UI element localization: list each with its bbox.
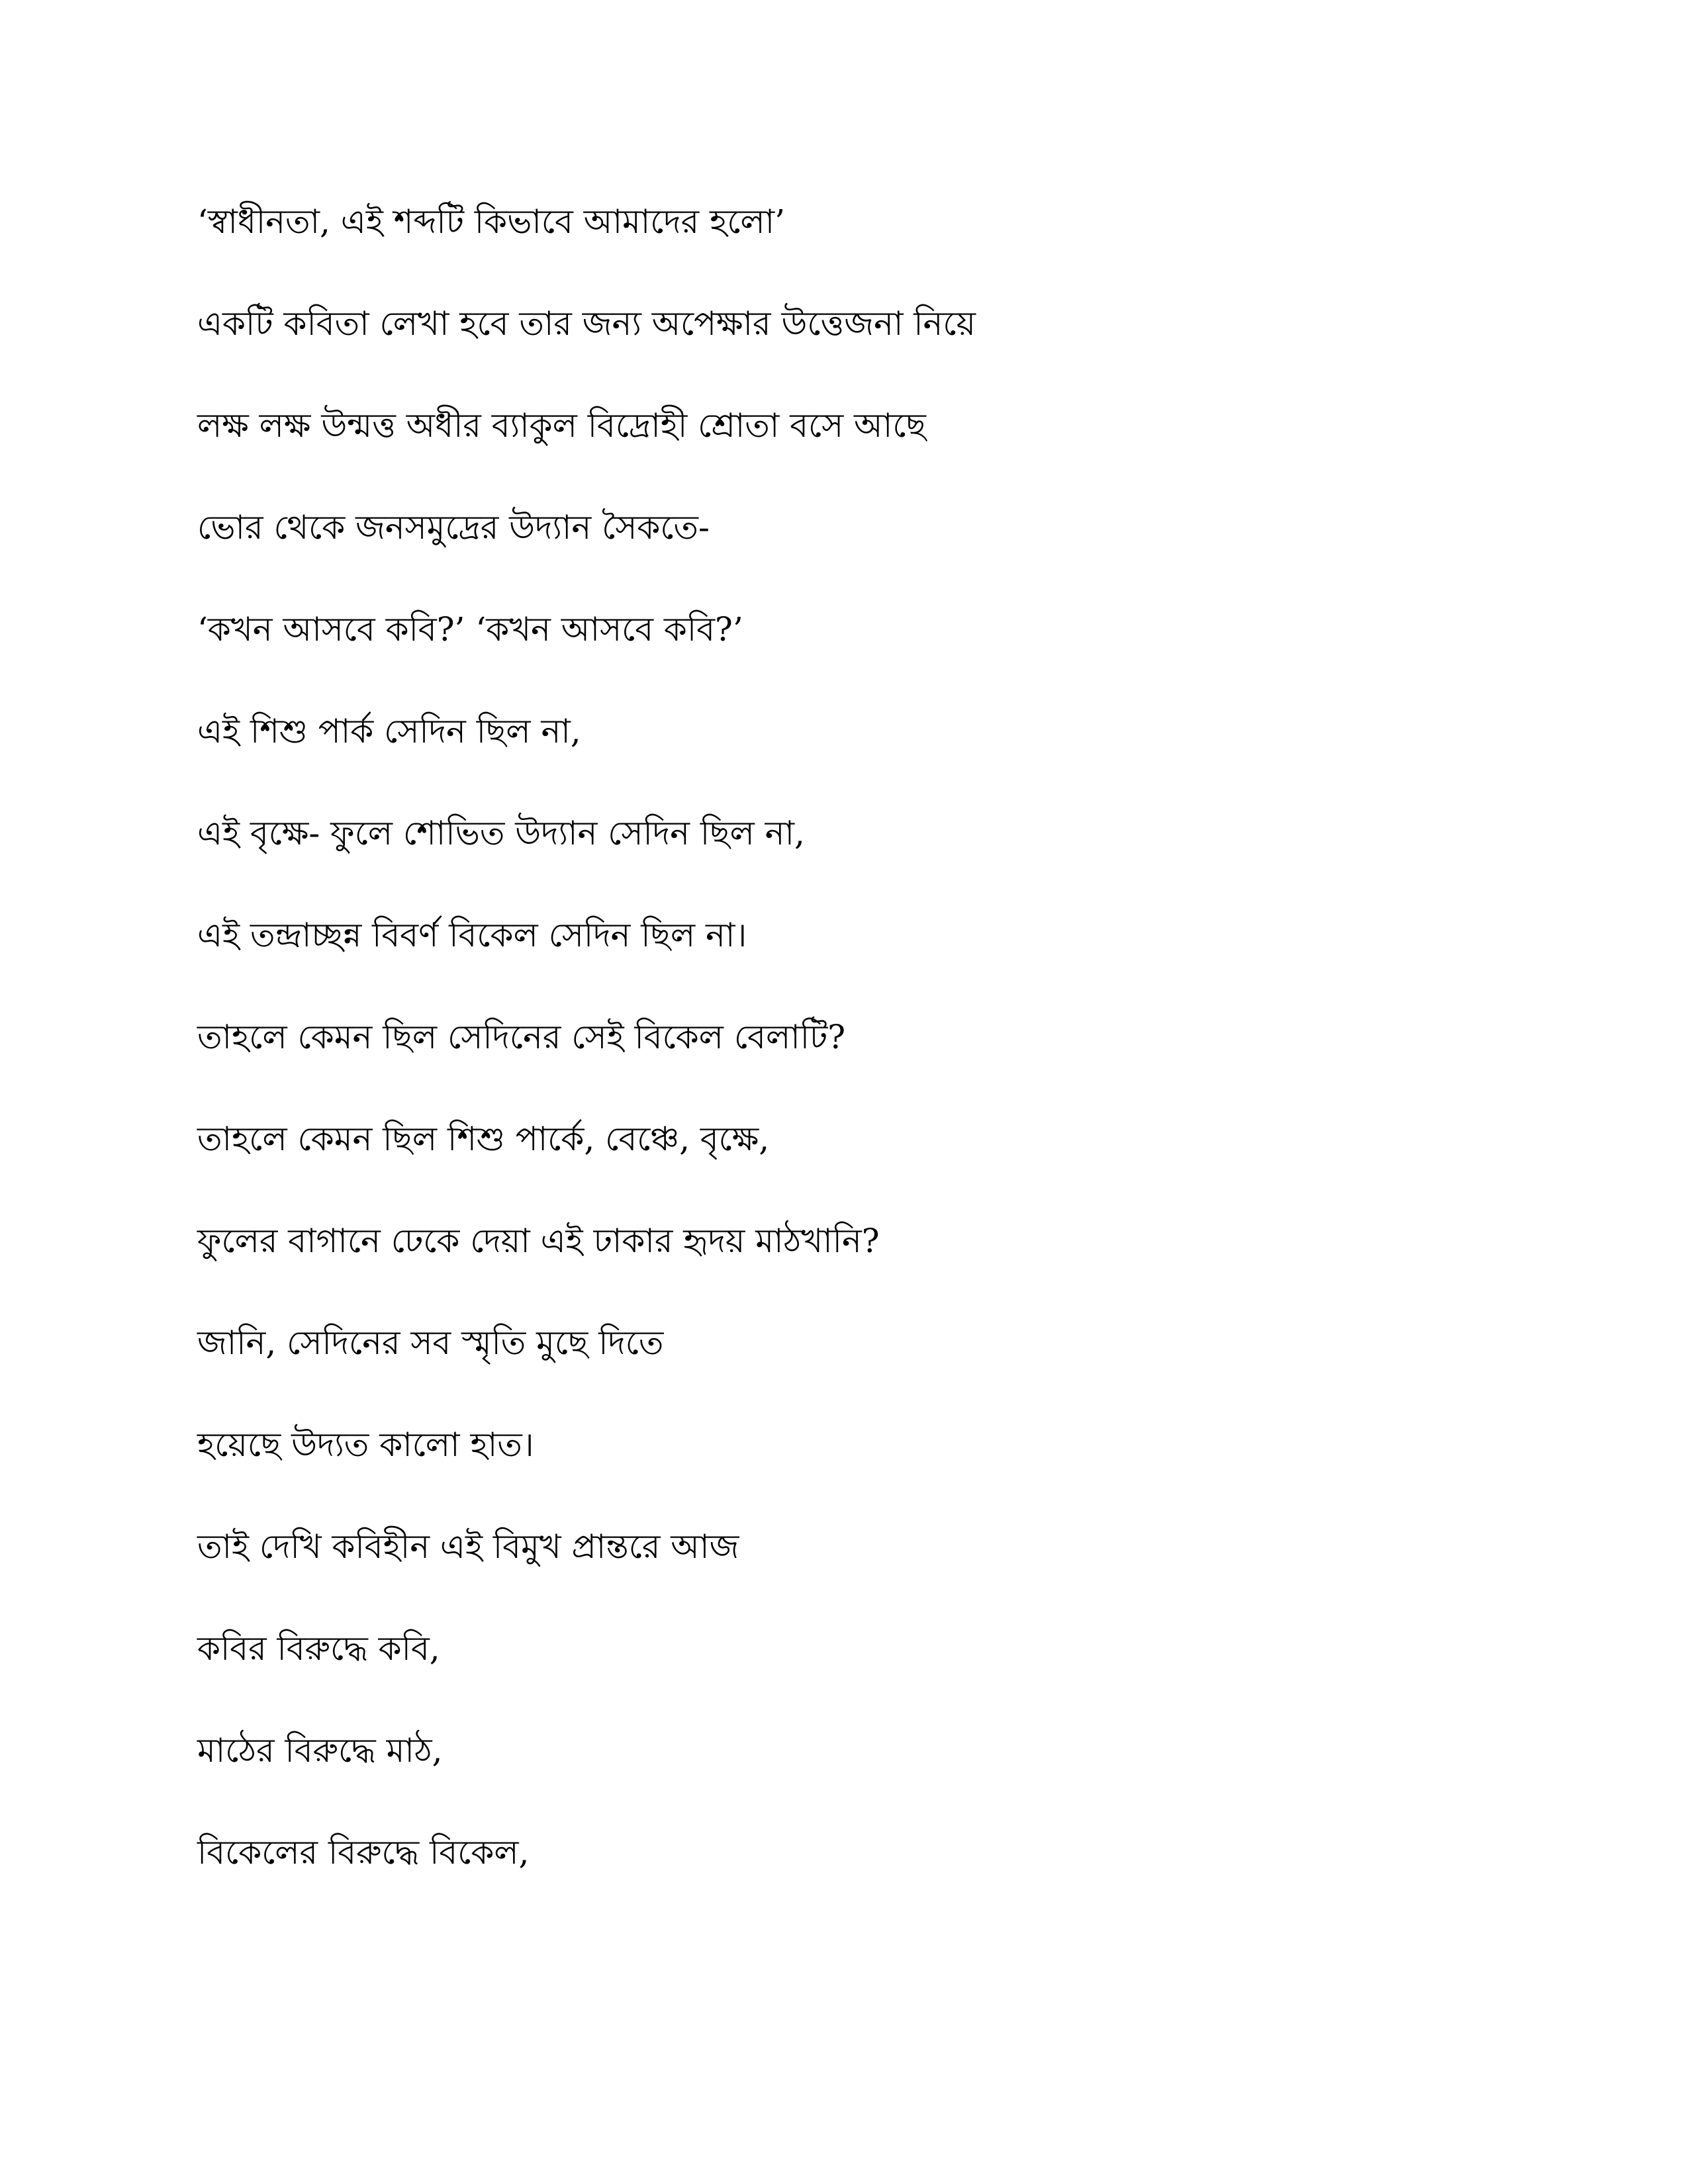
poem-line: তাহলে কেমন ছিল শিশু পার্কে, বেঞ্চে, বৃক্ষে, [197,1120,770,1158]
poem-line: ‘কখন আসবে কবি?’ ‘কখন আসবে কবি?’ [197,610,743,649]
poem-line: ভোর থেকে জনসমুদ্রের উদ্যান সৈকতে- [197,508,710,547]
poem-line: তাহলে কেমন ছিল সেদিনের সেই বিকেল বেলাটি? [197,1018,846,1056]
poem-line: এই বৃক্ষে- ফুলে শোভিত উদ্যান সেদিন ছিল না, [197,814,805,852]
poem-line: হয়েছে উদ্যত কালো হাত। [197,1426,534,1464]
poem-line: তাই দেখি কবিহীন এই বিমুখ প্রান্তরে আজ [197,1527,739,1566]
poem-line: কবির বিরুদ্ধে কবি, [197,1629,440,1668]
poem-line: মাঠের বিরুদ্ধে মাঠ, [197,1731,443,1770]
poem-body [197,199,1521,1931]
poem-line: একটি কবিতা লেখা হবে তার জন্য অপেক্ষার উত্তেজনা নিয়ে [197,304,976,343]
poem-line: বিকেলের বিরুদ্ধে বিকেল, [197,1833,530,1872]
poem-line: এই শিশু পার্ক সেদিন ছিল না, [197,712,581,751]
poem-line: জানি, সেদিনের সব স্মৃতি মুছে দিতে [197,1324,664,1362]
poem-line: ‘স্বাধীনতা, এই শব্দটি কিভাবে আমাদের হলো’ [197,203,786,241]
poem-line: ফুলের বাগানে ঢেকে দেয়া এই ঢাকার হৃদয় মাঠখানি? [197,1222,880,1260]
poem-line: এই তন্দ্রাচ্ছন্ন বিবর্ণ বিকেল সেদিন ছিল না। [197,916,747,954]
poem-line: লক্ষ লক্ষ উন্মত্ত অধীর ব্যাকুল বিদ্রোহী শ্রোতা বসে আছে [197,406,926,445]
